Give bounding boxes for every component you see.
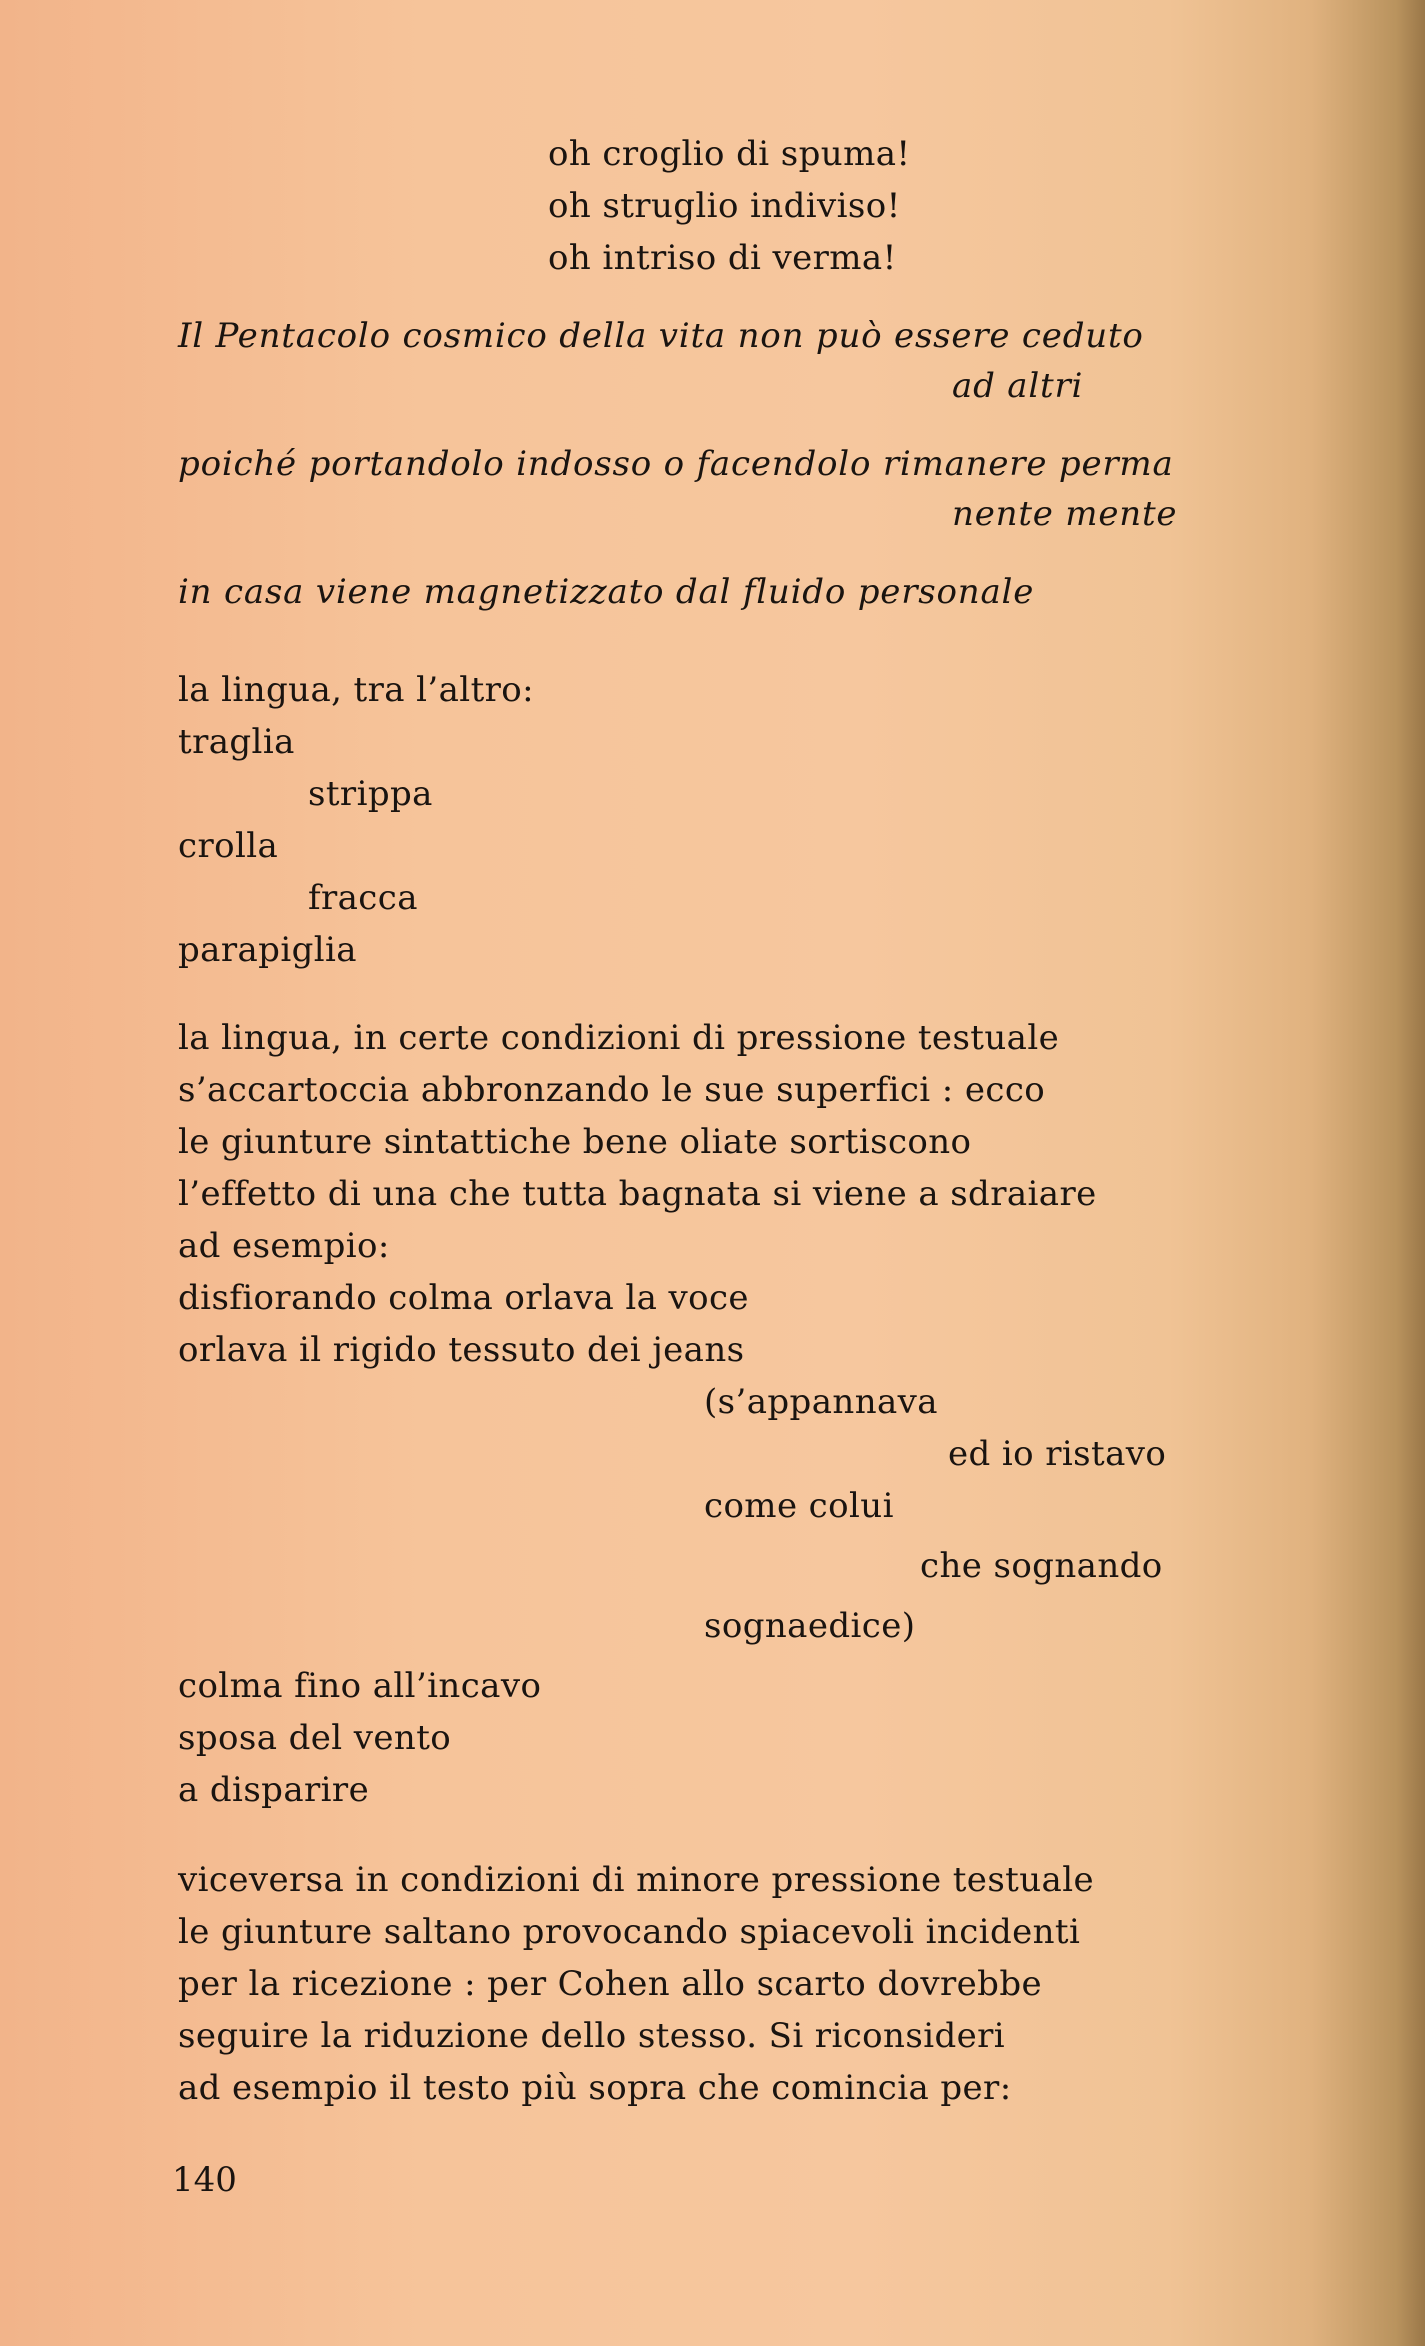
paren-line: come colui xyxy=(704,1486,894,1526)
text-line: a disparire xyxy=(178,1770,370,1810)
text-line: strippa xyxy=(308,774,433,814)
paragraph-line: viceversa in condizioni di minore pressione testuale xyxy=(178,1860,1094,1900)
text-line: colma fino all’incavo xyxy=(178,1666,542,1706)
poem-line: oh intriso di verma! xyxy=(548,238,897,278)
paren-line: sognaedice) xyxy=(704,1606,916,1646)
paragraph-line: s’accartoccia abbronzando le sue superfici : ecco xyxy=(178,1070,1046,1110)
poem-line: oh struglio indiviso! xyxy=(548,186,901,226)
paragraph-line: le giunture sintattiche bene oliate sortiscono xyxy=(178,1122,972,1162)
paren-line: che sognando xyxy=(920,1546,1163,1586)
page-number: 140 xyxy=(172,2160,237,2200)
poem-line: oh croglio di spuma! xyxy=(548,134,911,174)
text-line: crolla xyxy=(178,826,279,866)
text-line: traglia xyxy=(178,722,295,762)
paragraph-line: ad esempio il testo più sopra che comincia per: xyxy=(178,2068,1012,2108)
text-line: la lingua, tra l’altro: xyxy=(178,670,535,710)
quote-line: in casa viene magnetizzato dal fluido personale xyxy=(178,572,1035,612)
paragraph-line: la lingua, in certe condizioni di pressione testuale xyxy=(178,1018,1060,1058)
paragraph-line: orlava il rigido tessuto dei jeans xyxy=(178,1330,745,1370)
paren-line: (s’appannava xyxy=(704,1382,938,1422)
paragraph-line: l’effetto di una che tutta bagnata si viene a sdraiare xyxy=(178,1174,1097,1214)
quote-line: Il Pentacolo cosmico della vita non può essere ceduto xyxy=(178,316,1144,356)
paragraph-line: seguire la riduzione dello stesso. Si riconsideri xyxy=(178,2016,1006,2056)
text-line: fracca xyxy=(308,878,418,918)
quote-line: ad altri xyxy=(952,366,1084,406)
paren-line: ed io ristavo xyxy=(948,1434,1167,1474)
text-line: parapiglia xyxy=(178,930,357,970)
paragraph-line: per la ricezione : per Cohen allo scarto dovrebbe xyxy=(178,1964,1043,2004)
quote-line: poiché portandolo indosso o facendolo rimanere perma xyxy=(178,444,1174,484)
quote-line: nente mente xyxy=(952,494,1178,534)
text-line: sposa del vento xyxy=(178,1718,452,1758)
paragraph-line: le giunture saltano provocando spiacevoli incidenti xyxy=(178,1912,1081,1952)
paragraph-line: disfiorando colma orlava la voce xyxy=(178,1278,749,1318)
paragraph-line: ad esempio: xyxy=(178,1226,390,1266)
